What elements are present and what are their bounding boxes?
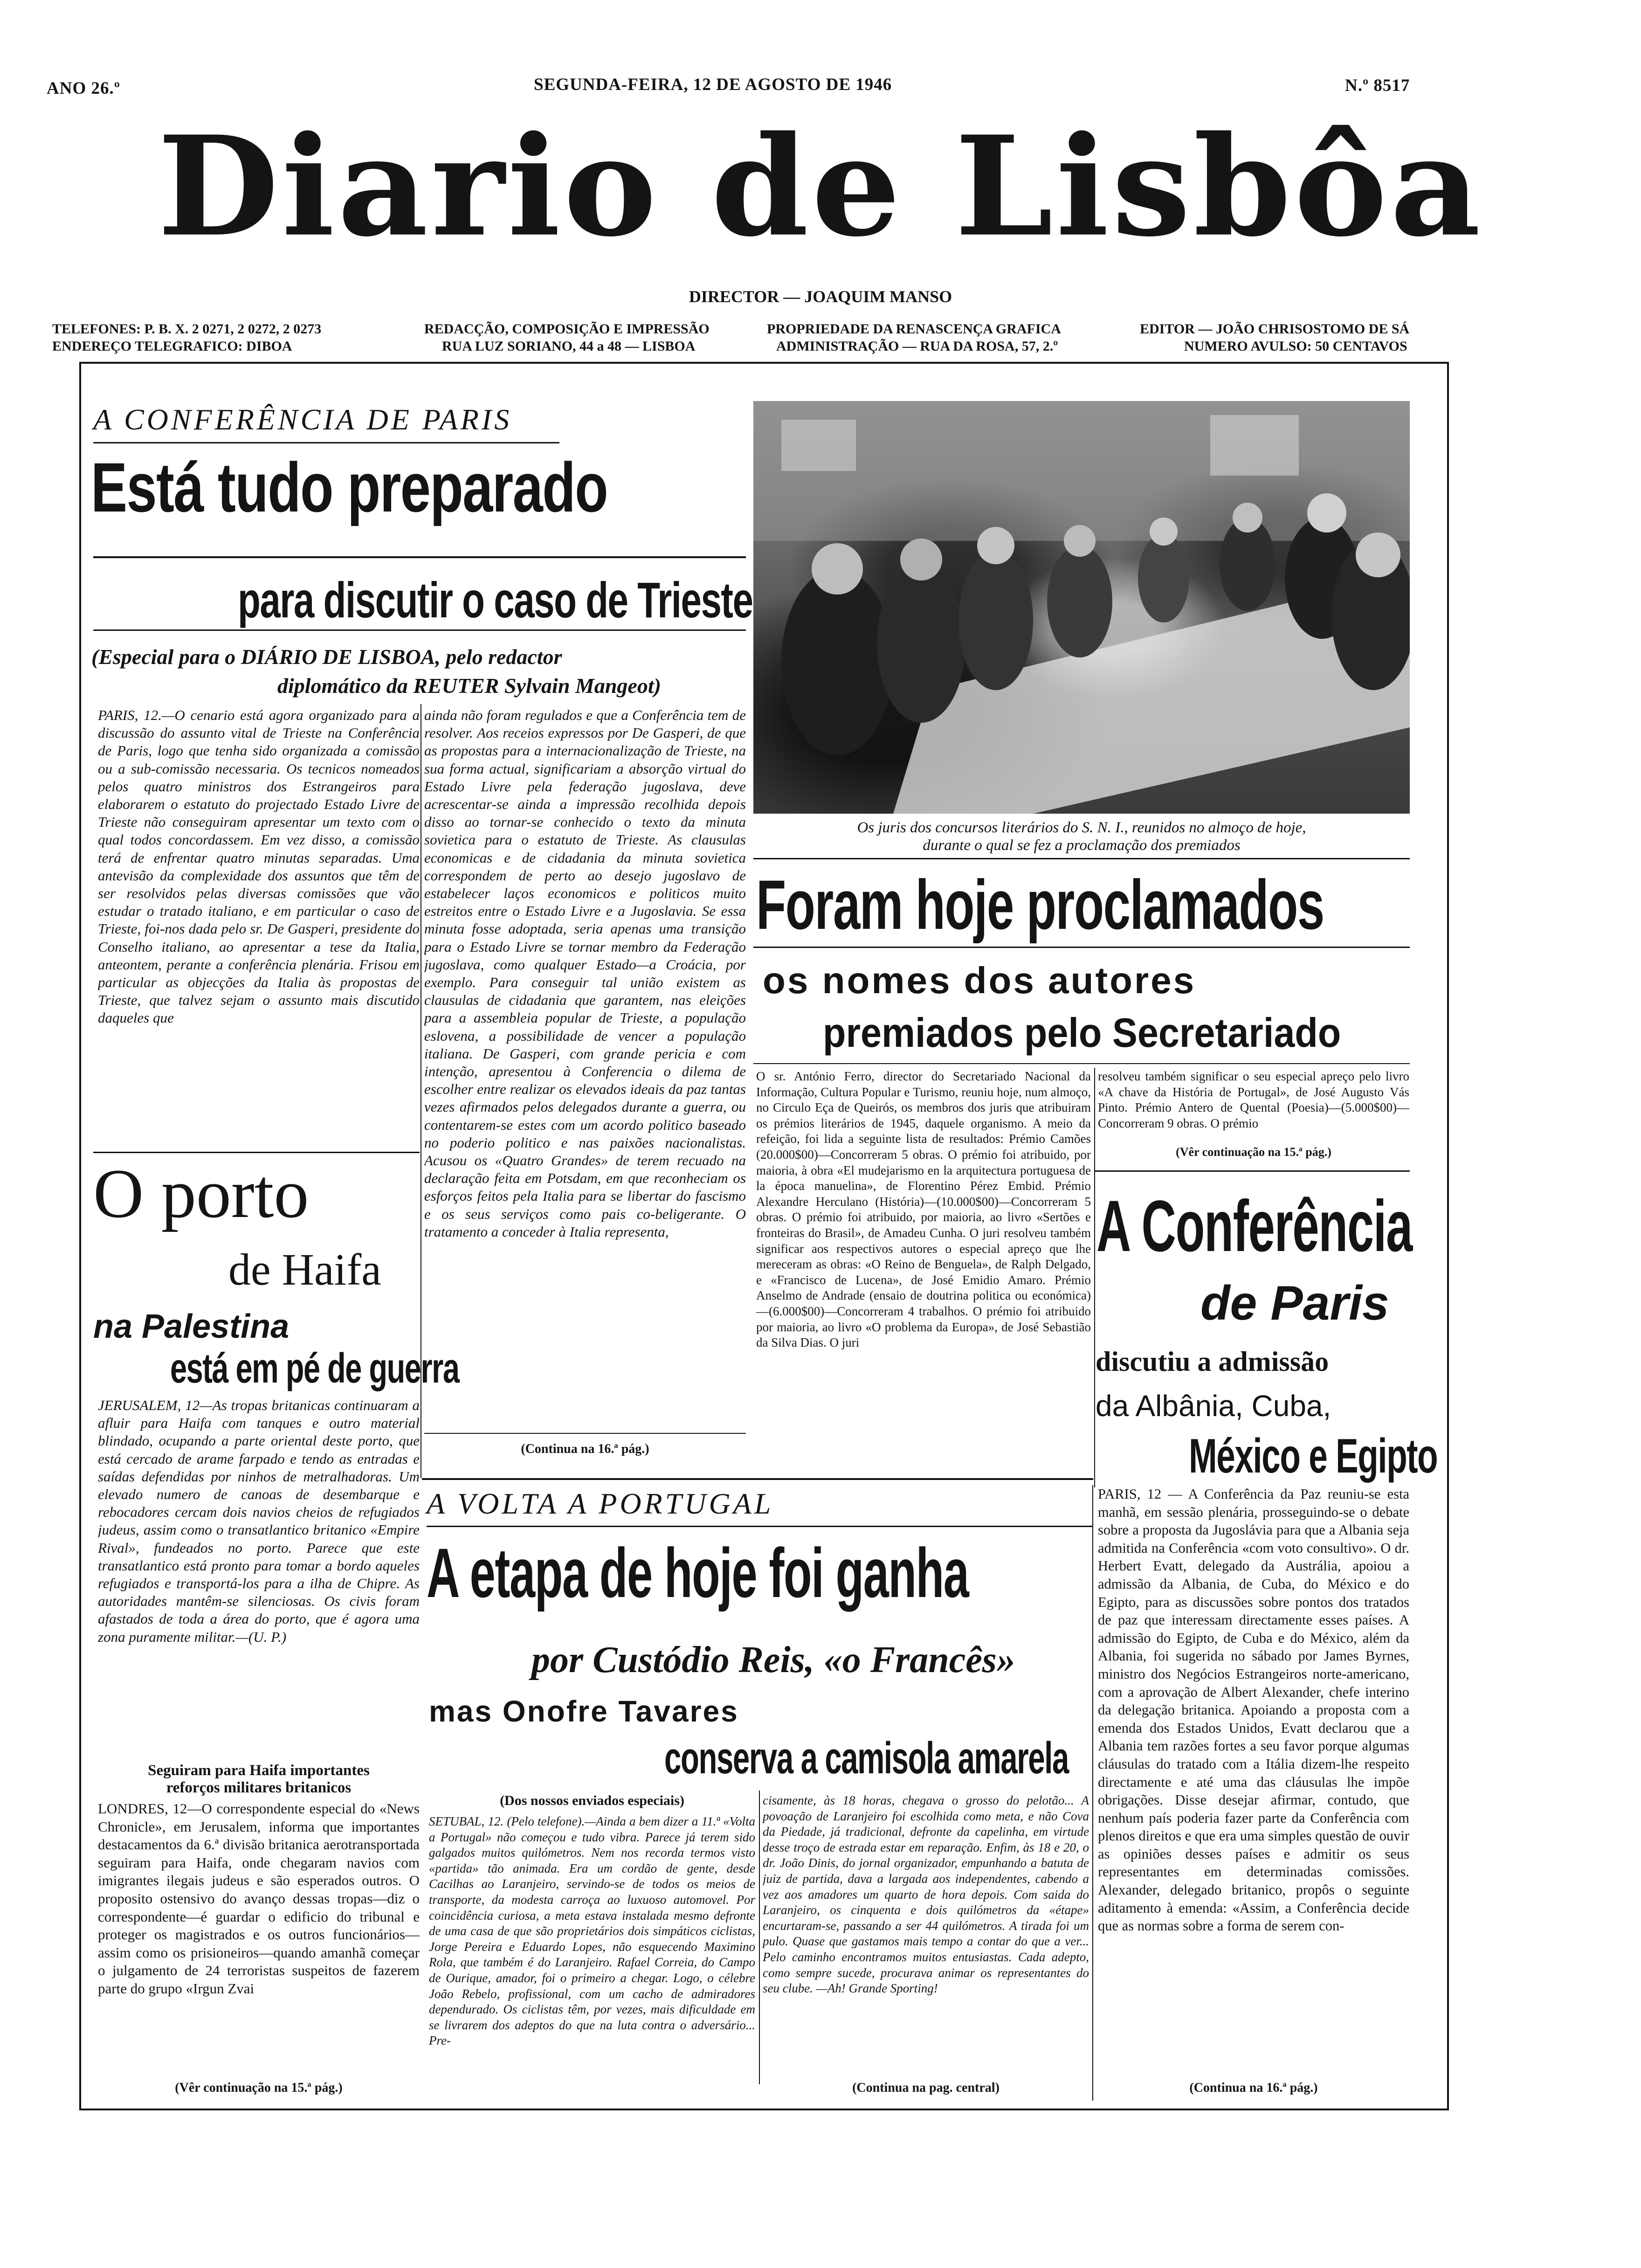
cont-rule (424, 1433, 746, 1434)
conf2-sub-1: discutiu a admissão (1096, 1346, 1329, 1377)
conf2-headline-2: de Paris (1200, 1276, 1389, 1330)
volta-section-rule (427, 1526, 1093, 1527)
address-line: RUA LUZ SORIANO, 44 a 48 — LISBOA (442, 339, 696, 354)
haifa-subhead-2: reforços militares britanicos (166, 1779, 352, 1796)
conf2-sub-2: da Albânia, Cuba, (1096, 1389, 1331, 1423)
premios-rule-2 (753, 1063, 1410, 1064)
top-frame-rule (79, 362, 1449, 364)
editor-line: EDITOR — JOÃO CHRISOSTOMO DE SÁ (1140, 321, 1410, 337)
propriedade-line: PROPRIEDADE DA RENASCENÇA GRAFICA (767, 321, 1061, 337)
issue-number: N.º 8517 (1345, 76, 1410, 95)
haifa-headline-2: de Haifa (228, 1245, 381, 1294)
director-line: DIRECTOR — JOAQUIM MANSO (689, 287, 952, 306)
left-frame-rule (79, 362, 81, 2110)
premios-col1: O sr. António Ferro, director do Secretariado Nacional da Informação, Cultura Popular e Turismo, reuniu hoje, num almoço, no Circulo Eça de Queirós, os membros dos juris que atribuiram os prémios literários de 1945, daquele organismo. A meio da refeição, foi lida a seguinte lista de resultados: Prémio Camões (20.000$00)—Concorreram 5 obras. O prémio foi atribuido, por maioria, à obra «El mudejarismo en la arquitectura portuguesa de la época manuelina», de Florentino Pérez Embid. Prémio Alexandre Herculano (História)—(10.000$00)—Concorreram 5 obras. O prémio foi atribuido, por maioria, ao livro «Sertões e fronteiras do Brasil», de Amadeu Cunha. O juri resolveu também significar aos respectivos autores o especial apreço que lhe mereceram as obras: «O Reino de Benguela», de Ralph Delgado, e «Francisco de Lucena», de José Emidio Amaro. Prémio Anselmo de Andrade (ensaio de doutrina politica ou económica)—(6.000$00)—Concorreram 4 trabalhos. O prémio foi atribuido por maioria, ao livro «O problema da Europa», de José Sebastião da Silva Dias. O juri (756, 1069, 1091, 1350)
conf2-sub-3: México e Egipto (1189, 1429, 1438, 1483)
administracao-line: ADMINISTRAÇÃO — RUA DA ROSA, 57, 2.º (776, 339, 1058, 354)
right-frame-rule (1447, 362, 1449, 2110)
premios-col2: resolveu também significar o seu especial apreço pelo livro «A chave da História de Portugal», de José Augusto Vás Pinto. Prémio Antero de Quental (Poesia)—(5.000$00)—Concorreram 9 obras. O prémio (1098, 1069, 1409, 1130)
masthead-title: Diario de Lisbôa (157, 105, 1484, 267)
conf2-continuation: (Continua na 16.ª pág.) (1189, 2081, 1318, 2095)
conferencia-col1: PARIS, 12.—O cenario está agora organizado para a discussão do assunto vital de Trieste na Conferência de Paris, logo que tenha sido organizada a comissão ou a sub-comissão necessaria. Os tecnicos nomeados pelos quatro ministros dos Estrangeiros para elaborarem o estatuto do projectado Estado Livre de Trieste não conseguiram apresentar um texto com o qual todos concordassem. Em vez disso, a comissão terá de enfrentar quatro minutas separadas. Uma antevisão da complexidade dos assuntos que têm de ser resolvidos pelas diversas comissões que vão estudar o tratado italiano, e em particular o caso de Trieste, foi-nos dada pelo sr. De Gasperi, presidente do Conselho italiano, ao apresentar a tese da Italia, anteontem, perante a conferência plenária. Frisou em particular as objecções da Italia às propostas de Trieste, que talvez sejam o assunto mais discutido daqueles que (98, 707, 420, 1026)
subhead-trieste: para discutir o caso de Trieste (238, 572, 753, 628)
volta-continuation: (Continua na pag. central) (852, 2081, 1000, 2095)
section-volta: A VOLTA A PORTUGAL (427, 1487, 774, 1520)
volta-sub-2: mas Onofre Tavares (429, 1694, 739, 1728)
conferencia-col2: ainda não foram regulados e que a Conferência tem de resolver. Aos receios expressos por De Gasperi, de que as propostas para a internacionalização de Trieste, na sua forma actual, significariam a absorção virtual do Estado Livre pela federação jugoslava, deve acrescentar-se ainda a impressão recolhida depois disso ao tornar-se conhecido o texto da minuta sovietica para o estatuto de Trieste. As clausulas economicas e de cidadania da minuta sovietica correspondem de perto ao desejo jugoslavo de estabelecer laços economicos e politicos muito estreitos entre o Estado Livre e a Jugoslavia. Se essa minuta fosse adoptada, seria apenas uma transição para o Estado Livre se tornar membro da Federação jugoslava, como qualquer Estado—a Croácia, por exemplo. Para conseguir tal união existem as clausulas de cidadania que garantem, nas eleições para a assembleia popular de Trieste, a população eslovena, a possibilidade de vencer a população italiana. De Gasperi, com grande pericia e com intenção, apresentou à Conferencia o dilema de escolher entre realizar os elevados ideais da paz tantas vezes afirmados pelos delegados durante a guerra, ou contentarem-se estes com um acordo politico baseado no poderio politico e nas paixões nacionalistas. Acusou os «Quatro Grandes» de terem recuado na declaração feita em Potsdam, em que reconheciam os esforços feitos pela Italia para se libertar do fascismo e os seus serviços como pais co-beligerante. O tratamento a conceder à Italia representa, (424, 707, 746, 1240)
section-underline (93, 442, 559, 443)
premios-sub-2: premiados pelo Secretariado (823, 1010, 1341, 1056)
date-line: SEGUNDA-FEIRA, 12 DE AGOSTO DE 1946 (534, 75, 892, 94)
volta-col-divider (759, 1791, 760, 2084)
photo-bottom-rule (753, 858, 1410, 859)
conf2-top-rule (1094, 1170, 1410, 1172)
volta-col2: cisamente, às 18 horas, chegava o grosso do pelotão... A povoação de Laranjeiro foi escolhida como meta, e não Cova da Piedade, já tradicional, defronte da capelinha, em virtude desse troço de estrada estar em reparação. Enfim, às 18 e 20, o dr. João Dinis, do jornal organizador, empunhando a batuta de juiz de partida, dava a largada aos independentes, cabendo a vez aos amadores um quarto de hora depois. Com saida do Laranjeiro, os cinquenta e dois quilómetros da «étape» encurtaram-se, passando a ser 44 quilómetros. A tirada foi um pulo. Quase que gastamos mais tempo a contar do que a ver... Pelo caminho encontramos muitos entusiastas. Cada adepto, como sempre sucede, procurava animar os representantes do seu clube. —Ah! Grande Sporting! (763, 1793, 1089, 1996)
conf2-headline-1: A Conferência (1096, 1186, 1413, 1267)
year-label: ANO 26.º (47, 79, 120, 98)
telegraph-line: ENDEREÇO TELEGRAFICO: DIBOA (52, 339, 292, 354)
haifa-headline-3: na Palestina (93, 1308, 290, 1345)
avulso-line: NUMERO AVULSO: 50 CENTAVOS (1184, 339, 1407, 354)
redaccao-line: REDACÇÃO, COMPOSIÇÃO E IMPRESSÃO (424, 321, 710, 337)
volta-sub-3: conserva a camisola amarela (664, 1733, 1069, 1783)
photo-silhouettes (753, 401, 1410, 814)
premios-continuation: (Vêr continuação na 15.ª pág.) (1176, 1145, 1331, 1159)
reuter-credit-2: diplomático da REUTER Sylvain Mangeot) (277, 674, 661, 698)
haifa-body-2: LONDRES, 12—O correspondente especial do «News Chronicle», em Jerusalem, informa que importantes destacamentos da 6.ª divisão britanica aerotransportada seguiram para Haifa, onde chegaram navios com imigrantes ilegais judeus e são esperados outros. O proposito ostensivo do avanço dessas tropas—diz o correspondente—é guardar o edificio do tribunal e proteger os magistrados e os outros funcionários—assim como os prisioneiros—quando amanhã começar o julgamento de 24 terroristas suspeitos de fazerem parte do grupo «Irgun Zvai (98, 1800, 420, 1997)
photo-caption-1: Os juris dos concursos literários do S. N. I., reunidos no almoço de hoje, (857, 819, 1306, 836)
premios-col-divider (1094, 1068, 1095, 1487)
haifa-continuation: (Vêr continuação na 15.ª pág.) (175, 2081, 343, 2095)
premios-sub-1: os nomes dos autores (763, 960, 1196, 1001)
bottom-frame-rule (79, 2109, 1449, 2110)
conf2-body: PARIS, 12 — A Conferência da Paz reuniu-se esta manhã, em sessão plenária, prosseguindo-se o debate sobre a proposta da Jugoslávia para que a Albania seja admitida na Conferência «com voto consultivo». O dr. Herbert Evatt, delegado da Austrália, apoiou a admissão da Albania, de Cuba, do México e do Egipto, para as discussões sobre pontos dos tratados de paz que interessam directamente esses países. A admissão do Egipto, de Cuba e do México, além da Albania, foi sugerida no sábado por James Byrnes, ministro dos Negócios Estrangeiros norte-americano, com a aprovação de Albert Alexander, chefe interino da delegação britanica. Apoiando a proposta com a emenda dos Estados Unidos, Evatt declarou que a Albania tem razões fortes a seu favor porque algumas cláusulas do tratado com a Itália dizem-lhe respeito directamente e até uma das cláusulas lhe impõe obrigações. Disse desejar afirmar, contudo, que nenhum país poderia fazer parte da Conferência com plenos direitos e que era uma simples questão de ouvir as opiniões desses países e admitir os seus representantes em determinadas comissões. Alexander, delegado britanico, propôs o seguinte aditamento à emenda: «Assim, a Conferência decide que as normas sobre a forma de serem con- (1098, 1486, 1409, 1934)
conferencia-continuation: (Continua na 16.ª pág.) (521, 1442, 649, 1456)
headline-etapa: A etapa de hoje foi ganha (427, 1534, 969, 1612)
jury-lunch-photo (753, 401, 1410, 814)
haifa-subhead-1: Seguiram para Haifa importantes (148, 1762, 370, 1779)
headline-foram-hoje: Foram hoje proclamados (756, 865, 1324, 944)
volta-top-rule (422, 1478, 1093, 1480)
haifa-headline-1: O porto (93, 1155, 309, 1232)
reuter-credit-1: (Especial para o DIÁRIO DE LISBOA, pelo redactor (91, 645, 562, 669)
volta-credit: (Dos nossos enviados especiais) (500, 1793, 684, 1808)
photo-caption-2: durante o qual se fez a proclamação dos premiados (923, 837, 1241, 854)
volta-sub-1: por Custódio Reis, «o Francês» (531, 1639, 1015, 1680)
haifa-headline-4: está em pé de guerra (170, 1345, 459, 1392)
volta-col1: SETUBAL, 12. (Pelo telefone).—Ainda a bem dizer a 11.ª «Volta a Portugal» não começou e tudo vibra. Parece já terem sido galgados muitos quilómetros. Nem nos recorda termos visto «partida» tão animada. Era um cordão de gente, desde Cacilhas ao Laranjeiro, servindo-se de todos os meios de transporte, da modesta carroça ao luxuoso automovel. Por coincidência curiosa, a meta estava instalada mesmo defronte de uma casa de que são proprietários dois simpáticos ciclistas, Jorge Pereira e Eduardo Lopes, não esquecendo Maximino Rola, que também é do Laranjeiro. Rafael Correia, do Campo de Ourique, amador, foi o primeiro a chegar. Logo, o célebre João Rebelo, profissional, com um cacho de admiradores dependurado. Os ciclistas têm, por vezes, mais dificuldade em se livrarem dos adeptos do que na luta contra o adversário... Pre- (429, 1814, 755, 2048)
section-conferencia: A CONFERÊNCIA DE PARIS (93, 403, 512, 436)
haifa-body: JERUSALEM, 12—As tropas britanicas continuaram a afluir para Haifa com tanques e outro material blindado, ocupando a parte oriental deste porto, que está cercado de arame farpado e tendo as entradas e saídas defendidas por ninhos de metralhadoras. Um elevado numero de canoas de desembarque e rebocadores cercam dois navios cheios de refugiados judeus, assim como o transatlantico britanico «Empire Rival», fundeados no porto. Parece que este transatlantico está pronto para tomar a bordo aqueles refugiados e transportá-los para a ilha de Chipre. As autoridades mantêm-se silenciosas. Os civis foram afastados de toda a área do porto, que é agora uma zona puramente militar.—(U. P.) (98, 1397, 420, 1645)
headline-esta-tudo-preparado: Está tudo preparado (91, 448, 608, 526)
phones-line: TELEFONES: P. B. X. 2 0271, 2 0272, 2 0273 (52, 321, 322, 337)
premios-rule-1 (753, 947, 1410, 948)
headline-rule (93, 556, 746, 558)
subhead-rule (93, 629, 746, 631)
conf2-col-divider (1092, 1485, 1093, 2101)
